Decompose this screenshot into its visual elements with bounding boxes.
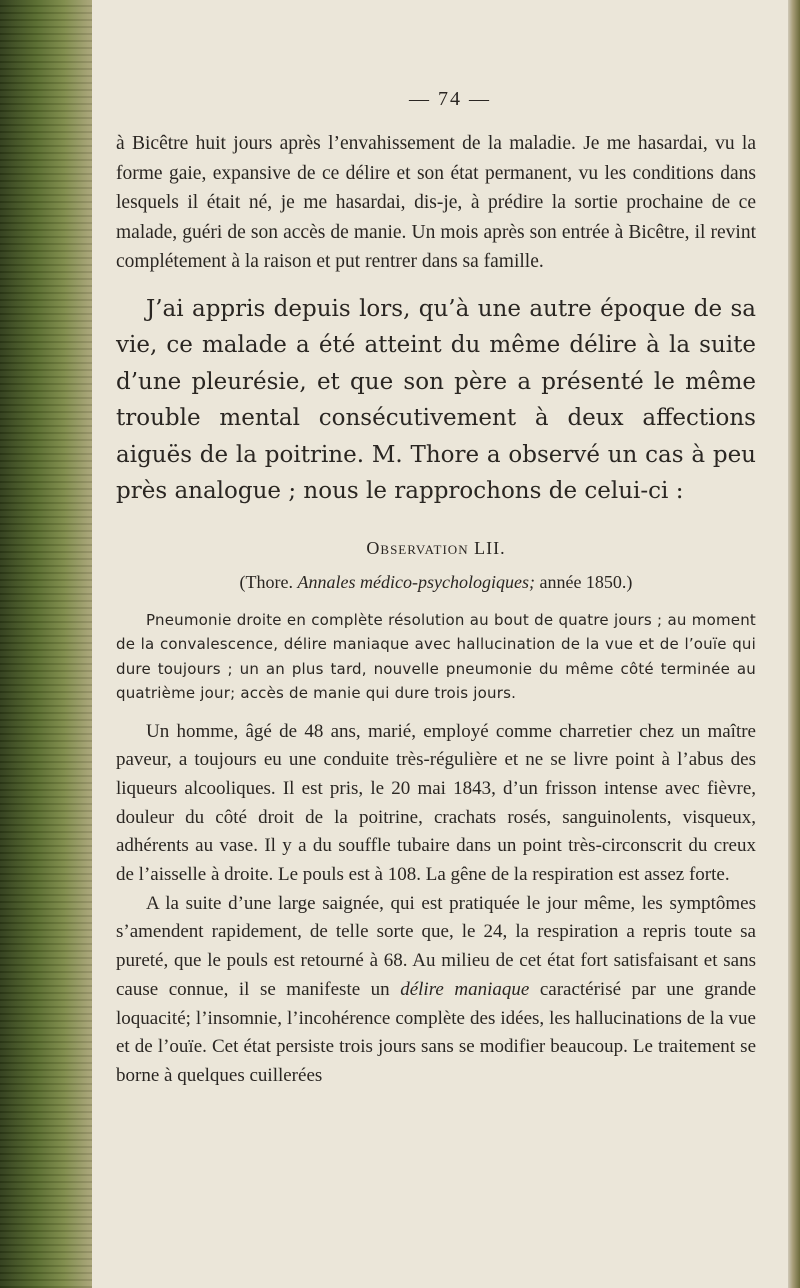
observation-summary: Pneumonie droite en complète résolution au bout de quatre jours ; au moment de la convalescence, délire maniaque avec hallucination de la vue et de l’ouïe qui dure toujours ; un an plus tard, nouvelle pneumonie du même côté terminée au quatrième jour; accès de manie qui dure trois jours. xyxy=(116,610,756,702)
book-binding xyxy=(0,0,92,1288)
paragraph-3: Un homme, âgé de 48 ans, marié, employé comme charretier chez un maître paveur, a toujours eu une conduite très-régulière et ne se livre point à l’abus des liqueurs alcooliques. Il est pris, le 20 mai 1843, d’un frisson intense avec fièvre, douleur du côté droit de la poitrine, crachats rosés, sanguinolents, visqueux, adhérents au vase. Il y a du souffle tubaire dans un point très-circonscrit du creux de l’aisselle à droite. Le pouls est à 108. La gêne de la respiration est assez forte. xyxy=(116,720,756,886)
source-journal: Annales médico-psychologiques; xyxy=(297,571,535,592)
paragraph-2: J’ai appris depuis lors, qu’à une autre époque de sa vie, ce malade a été atteint du même délire à la suite d’une pleurésie, et que son père a présenté le même trouble mental consécutivement à deux affections aiguës de la poitrine. M. Thore a observé un cas à peu près analogue ; nous le rapprochons de celui-ci : xyxy=(116,295,756,504)
observation-title: Observation LII. xyxy=(366,537,506,558)
page-text xyxy=(116,88,756,1091)
source-close: année 1850.) xyxy=(534,571,633,592)
paragraph-4 xyxy=(116,890,756,1091)
page-edge xyxy=(788,0,800,1288)
paragraph-1: à Bicêtre huit jours après l’envahissement de la maladie. Je me hasardai, vu la forme gaie, expansive de ce délire et son état permanent, vu les conditions dans lesquels il était né, je me hasardai, dis-je, à prédire la sortie prochaine de ce malade, guéri de son accès de manie. Un mois après son entrée à Bicêtre, il revint complétement à la raison et put rentrer dans sa famille. xyxy=(116,133,756,272)
page-number: — 74 — xyxy=(409,88,491,110)
observation-source xyxy=(116,570,756,594)
paragraph-4-emphasis: délire maniaque xyxy=(400,978,530,1000)
paragraph-4-before: A la suite d’une large saignée, qui est pratiquée le jour même, les symptômes s’amendent rapidement, de telle sorte que, le 24, la respiration a repris toute sa pureté, que le pouls est retourné à 68. Au milieu de cet état fort satisfaisant et sans cause connue, il se manifeste un xyxy=(116,892,756,1000)
paragraph-4-after: caractérisé par une grande loquacité; l’insomnie, l’incohérence complète des idées, les hallucinations de la vue et de l’ouïe. Cet état persiste trois jours sans se modifier beaucoup. Le traitement se borne à quelques cuillerées xyxy=(116,978,756,1086)
source-open: (Thore. xyxy=(239,571,298,592)
